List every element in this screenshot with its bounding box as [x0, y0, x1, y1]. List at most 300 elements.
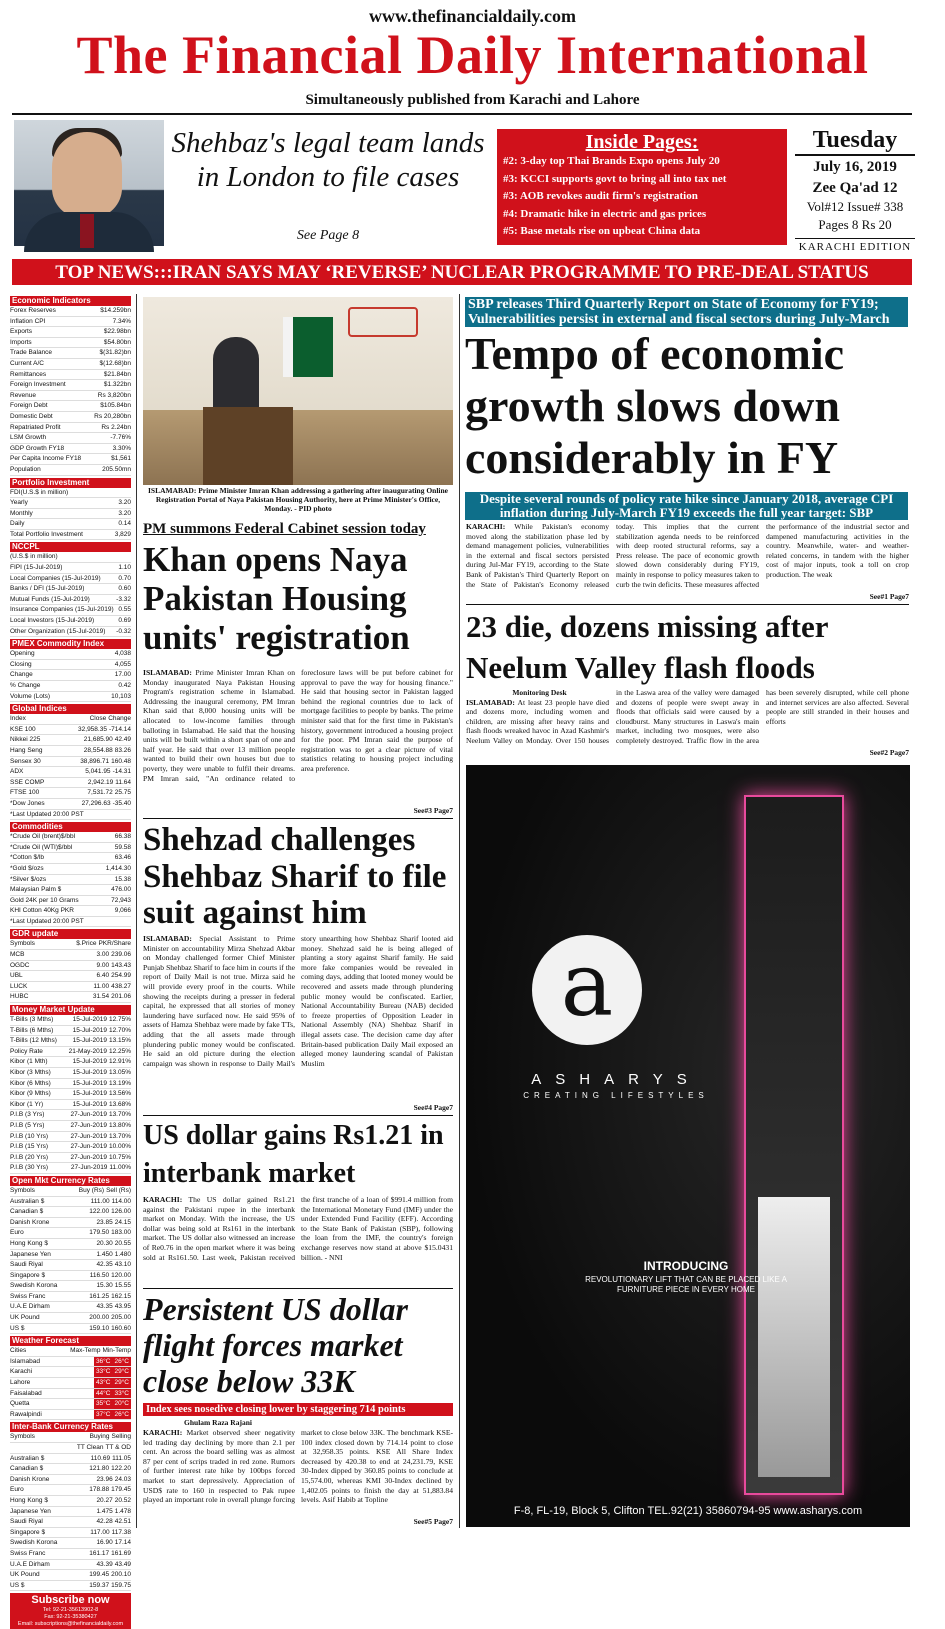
sidebar-section-title: NCCPL [10, 542, 131, 552]
sidebar-cell: *Gold $/ozs [10, 864, 44, 872]
sidebar-cell: 183.00 [111, 1229, 131, 1237]
sidebar-row [10, 982, 131, 993]
sidebar-cell: Daily [10, 520, 25, 528]
masthead-rule [12, 113, 912, 115]
sidebar-row [10, 317, 131, 328]
sidebar-cell: P.I.B (30 Yrs) [10, 1164, 49, 1172]
sidebar-cell: 15-Jul-2019 [72, 1016, 107, 1024]
sidebar-cell: Domestic Debt [10, 412, 53, 420]
sidebar-cell: *Dow Jones [10, 799, 45, 807]
sidebar-cell: UBL [10, 972, 23, 980]
pages-price: Pages 8 Rs 20 [818, 217, 892, 232]
sidebar-cell: Australian $ [10, 1197, 45, 1205]
sidebar-row [10, 1015, 131, 1026]
sidebar-cell: 162.15 [111, 1292, 131, 1300]
sidebar-cell: LSM Growth [10, 434, 47, 442]
sidebar-cell: Trade Balance [10, 349, 53, 357]
subscribe-box[interactable] [10, 1593, 131, 1629]
sidebar-cell: 254.99 [111, 972, 131, 980]
sidebar-cell: 15.38 [114, 875, 131, 883]
sidebar-section-commodities [10, 822, 131, 927]
sidebar-cell: 15-Jul-2019 [72, 1069, 107, 1076]
sidebar-cell: US $ [10, 1324, 25, 1332]
sidebar-row [10, 767, 131, 778]
pm-body: ISLAMABAD: Prime Minister Imran Khan on Monday inaugurated Naya Pakistan Housing Program's registration scheme in Islamabad. Addressing the inaugural ceremony, PM Imran Khan said that 8,000 housing units will be allocated to low-income families through balloting in Islamabad. He said that the housing units will be built within a short span of one and half year. He said that over 13 million people wanted to build their own houses but due to poverty, they were unable to fulfil their dreams. PM Imran said, "An ordinance related to foreclosure laws will be put before cabinet for approval to pave the way for housing finance." He said that housing sector in Pakistan lagged behind the regional countries due to lack of mortgage facilities to people by banks. The prime minister said that for the first time in Pakistan's history, government introduced a housing project for the poor. PM Imran said the purpose of registration was to get a clear picture of vital statistics relating to housing project including area preference. [143, 668, 453, 783]
sidebar-row [10, 1432, 131, 1443]
sidebar-row [10, 605, 131, 616]
sbp-see-page[interactable]: See#1 Page7 [869, 592, 909, 601]
sidebar-cell: 15.55 [114, 1282, 131, 1290]
inside-item[interactable]: #5: Base metals rise on upbeat China data [503, 225, 701, 237]
sidebar-cell: 4,038 [114, 650, 131, 658]
sidebar-cell: 121.80 [89, 1465, 110, 1473]
sidebar-cell: $1.322bn [103, 381, 131, 389]
sidebar-section-pmex [10, 639, 131, 702]
sidebar-row [10, 1549, 131, 1560]
ad-intro-text: REVOLUTIONARY LIFT THAT CAN BE PLACED LIKE A FURNITURE PIECE IN EVERY HOME [585, 1275, 787, 1294]
sidebar-row [10, 1260, 131, 1271]
pm-photo-caption: ISLAMABAD: Prime Minister Imran Khan addressing a gathering after inaugurating Online Registration Portal of Naya Pakistan Housing Authority, here at Prime Minister's Office, Monday. - PID photo [147, 486, 448, 513]
ad-tagline: CREATING LIFESTYLES [523, 1091, 709, 1100]
sidebar-cell [129, 810, 131, 820]
sidebar-row [10, 306, 131, 317]
lift-illustration [744, 795, 844, 1495]
subscribe-line2: Fax: 92-21-35380427 [44, 1614, 97, 1621]
sidebar-cell: Max-Temp [70, 1347, 101, 1355]
sidebar-section-weather [10, 1336, 131, 1420]
pm-headline[interactable]: Khan opens Naya Pakistan Housing units' registration [143, 540, 410, 657]
persistent-see-page[interactable]: See#5 Page7 [413, 1517, 453, 1526]
sidebar-row [10, 1100, 131, 1111]
sidebar-cell: 66.38 [114, 833, 131, 841]
sidebar-cell: 110.69 [90, 1454, 111, 1462]
sidebar-row [10, 1250, 131, 1261]
sidebar-row [10, 1036, 131, 1047]
sidebar-cell: -14.31 [112, 768, 131, 776]
sidebar-cell: TT Clean [76, 1444, 104, 1451]
sidebar-row [10, 498, 131, 509]
sidebar-cell: Faisalabad [10, 1389, 42, 1397]
sidebar-cell: Hang Seng [10, 746, 43, 754]
sidebar-cell: 15-Jul-2019 [72, 1058, 107, 1066]
lead-see-page[interactable]: See Page 8 [296, 228, 360, 243]
sidebar-cell: P.I.B (15 Yrs) [10, 1143, 49, 1151]
issue-date: July 16, 2019 [813, 159, 897, 175]
sidebar-cell: Japanese Yen [10, 1250, 51, 1258]
sidebar-cell: $54.80bn [103, 338, 131, 346]
sidebar-cell: 205.50mn [102, 465, 131, 473]
sidebar-cell: Foreign Debt [10, 402, 48, 410]
column-divider [136, 294, 137, 1528]
subscribe-title: Subscribe now [31, 1594, 110, 1607]
sidebar-cell: 35°C [95, 1400, 111, 1408]
sidebar-row [10, 401, 131, 412]
story-rule [466, 604, 909, 605]
sidebar-row [10, 338, 131, 349]
sidebar-cell: Swiss Franc [10, 1549, 46, 1557]
sidebar-cell: % Change [10, 682, 41, 689]
subscribe-line1: Tel: 92-21-35613902-8 [42, 1607, 99, 1614]
sidebar-cell: Singapore $ [10, 1528, 46, 1536]
sidebar-cell: 114.00 [111, 1197, 131, 1205]
top-news-ticker[interactable]: TOP NEWS:::IRAN SAYS MAY ‘REVERSE’ NUCLEAR PROGRAMME TO PRE-DEAL STATUS [12, 259, 912, 285]
sidebar-cell: 11.64 [115, 778, 131, 786]
sidebar-cell: Japanese Yen [10, 1507, 51, 1515]
sidebar-cell: *Last Updated 20:00 PST [10, 917, 84, 925]
sidebar-cell: 126.00 [111, 1208, 131, 1216]
sidebar-row [10, 1313, 131, 1324]
sidebar-row [10, 799, 131, 810]
sidebar-cell: 43°C [95, 1379, 111, 1387]
sidebar-cell: 10.75% [108, 1153, 131, 1161]
sidebar-cell: 23.96 [96, 1475, 113, 1483]
market-sidebar [10, 296, 131, 1628]
sidebar-cell: 11.00 [93, 982, 110, 990]
sidebar-cell: 25.75 [114, 789, 131, 797]
persistent-body: KARACHI: Market observed sheer negativity led trading day declining by more than 2.1 per cent. An across the board selling was as almost 87 per cent of scrips traded in red zone. Rumors of further interest rate hike by 100bps forced market to start depressively. Appreciation of USD$ rate to 160 in respected to Pak rupee played an important role in overall plunge forcing market to close below 33K. The benchmark KSE-100 index closed down by 714.14 point to close at 32,958.35 points. KSE All Share Index decreased by 420.38 to end at 24,231.79, KSE 30-Index dipped by 360.85 points to conclude at 15,574.00, whereas KMI 30-Index declined by 1,402.05 points to finish the day at 51,883.84 levels. Asif Habib at Topline [143, 1428, 453, 1505]
sidebar-cell: FTSE 100 [10, 789, 40, 797]
sidebar-cell: Saudi Riyal [10, 1518, 43, 1526]
inside-item[interactable]: #3: AOB revokes audit firm's registration [503, 190, 698, 202]
sidebar-row [10, 1281, 131, 1292]
sidebar-row [10, 1346, 131, 1357]
sidebar-cell: 17.00 [114, 671, 131, 679]
sidebar-cell: 42.51 [114, 1518, 131, 1526]
sidebar-cell: P.I.B (10 Yrs) [10, 1132, 49, 1140]
sidebar-cell: 0.70 [118, 574, 131, 582]
sidebar-cell: 21-May-2019 [68, 1047, 107, 1055]
shehzad-see-page[interactable]: See#4 Page7 [413, 1103, 453, 1112]
sidebar-cell: Rawalpindi [10, 1410, 42, 1418]
sidebar-row [10, 1089, 131, 1100]
story-rule [143, 1115, 453, 1116]
sidebar-cell: 43.10 [114, 1261, 131, 1269]
ad-address[interactable]: F-8, FL-19, Block 5, Clifton TEL.92(21) 35860794-95 www.asharys.com [513, 1505, 863, 1517]
sidebar-section-title: Economic Indicators [10, 296, 131, 306]
sidebar-cell: Saudi Riyal [10, 1261, 43, 1269]
volume-issue: Vol#12 Issue# 338 [806, 199, 904, 214]
sidebar-cell: Yearly [10, 499, 28, 507]
sidebar-row [10, 1464, 131, 1475]
sidebar-cell: Insurance Companies (15-Jul-2019) [10, 606, 114, 614]
sidebar-section-title: GDR update [10, 929, 131, 939]
sidebar-cell: *Crude Oil (WTI)$/bbl [10, 843, 73, 851]
sidebar-cell: 38,896.71 [80, 757, 110, 765]
sidebar-cell: Danish Krone [10, 1218, 50, 1226]
pm-kicker[interactable]: PM summons Federal Cabinet session today [143, 521, 426, 537]
sidebar-cell: Exports [10, 328, 33, 336]
sidebar-cell: Inflation CPI [10, 317, 46, 325]
ad-intro: INTRODUCING [643, 1259, 729, 1273]
story-rule [143, 1288, 453, 1289]
sidebar-cell: 122.00 [89, 1208, 110, 1216]
sidebar-cell: 43.95 [114, 1303, 131, 1311]
story-rule [143, 818, 453, 819]
sidebar-cell: Foreign Investment [10, 381, 66, 389]
sidebar-row [10, 843, 131, 854]
sidebar-cell: Local Investors (15-Jul-2019) [10, 617, 95, 625]
sidebar-row [10, 1443, 131, 1454]
sidebar-cell: 3.30% [112, 444, 131, 452]
sidebar-cell: Symbols [10, 1433, 35, 1441]
sidebar-row [10, 444, 131, 455]
sidebar-cell: 438.27 [111, 982, 131, 990]
sidebar-row [10, 509, 131, 520]
sidebar-cell: UK Pound [10, 1571, 40, 1579]
sidebar-cell: Islamabad [10, 1357, 40, 1365]
sidebar-section-money [10, 1005, 131, 1174]
sidebar-cell: Buy (Rs) [78, 1186, 105, 1194]
sidebar-row [10, 1507, 131, 1518]
sidebar-cell: Nikkei 225 [10, 736, 41, 744]
sbp-headline[interactable]: Tempo of economic growth slows down considerably in FY [465, 328, 845, 483]
sidebar-row [10, 433, 131, 444]
sidebar-row [10, 1228, 131, 1239]
sidebar-cell: 42.35 [96, 1261, 113, 1269]
sidebar-row [10, 1378, 131, 1389]
sidebar-cell: 179.45 [111, 1486, 131, 1494]
inside-item[interactable]: #2: 3-day top Thai Brands Expo opens July 20 [503, 155, 720, 167]
sidebar-row [10, 584, 131, 595]
sidebar-cell: $22.98bn [103, 328, 131, 336]
dateline-box [795, 126, 915, 253]
sidebar-cell: 3.20 [118, 499, 131, 507]
sidebar-section-interbank [10, 1422, 131, 1591]
sidebar-row [10, 735, 131, 746]
asharys-advertisement[interactable] [466, 765, 910, 1527]
sidebar-cell: $14.259bn [100, 307, 131, 314]
sidebar-row [10, 885, 131, 896]
sidebar-cell: 159.37 [89, 1581, 110, 1589]
sidebar-cell: 122.20 [111, 1465, 131, 1473]
sidebar-row [10, 1121, 131, 1132]
sidebar-cell: Quetta [10, 1400, 30, 1408]
sidebar-cell: 20.30 [96, 1239, 113, 1247]
sidebar-cell: $21.84bn [103, 370, 131, 378]
sidebar-cell: 83.26 [114, 746, 131, 754]
sidebar-row [10, 788, 131, 799]
sidebar-cell: Current A/C [10, 359, 44, 367]
sidebar-cell: 42.49 [114, 736, 131, 744]
sidebar-cell: 63.46 [114, 854, 131, 862]
sidebar-row [10, 423, 131, 434]
sidebar-row [10, 488, 131, 499]
sidebar-cell: 1.475 [96, 1507, 113, 1515]
sidebar-cell: 27,296.63 [81, 799, 111, 807]
sidebar-cell: US $ [10, 1581, 25, 1589]
sidebar-cell: 43.49 [114, 1560, 131, 1568]
sidebar-section-title: Open Mkt Currency Rates [10, 1176, 131, 1186]
sidebar-cell: Forex Reserves [10, 307, 56, 314]
sidebar-row [10, 552, 131, 563]
sidebar-cell: Kibor (1 Yr) [10, 1100, 44, 1108]
hijri-date: Zee Qa'ad 12 [812, 180, 898, 196]
sidebar-cell: 13.56% [108, 1090, 131, 1098]
sidebar-cell: 9.00 [96, 961, 110, 969]
sidebar-cell: Symbols [10, 1186, 35, 1194]
sidebar-row [10, 1399, 131, 1410]
sidebar-cell: $.Price [76, 940, 97, 948]
sidebar-cell: 7,531.72 [87, 789, 113, 797]
pm-see-page[interactable]: See#3 Page7 [413, 806, 453, 815]
sidebar-cell: Policy Rate [10, 1047, 43, 1055]
sidebar-cell: 1,414.30 [105, 864, 131, 872]
sidebar-cell: Population [10, 465, 41, 473]
sidebar-row [10, 853, 131, 864]
sidebar-row [10, 1292, 131, 1303]
sidebar-cell: 9,066 [114, 907, 131, 915]
sidebar-cell: 117.38 [111, 1528, 131, 1536]
neelum-see-page[interactable]: See#2 Page7 [869, 748, 909, 757]
sidebar-cell: 33°C [114, 1389, 129, 1397]
sidebar-section-portfolio [10, 478, 131, 541]
sidebar-cell: $(31.82)bn [99, 349, 131, 357]
sbp-kicker: SBP releases Third Quarterly Report on State of Economy for FY19; Vulnerabilities persist in external and fiscal sectors during July-March [465, 297, 908, 327]
sidebar-cell: T-Bills (3 Mths) [10, 1016, 54, 1024]
neelum-headline[interactable]: 23 die, dozens missing after Neelum Valley flash floods [466, 609, 828, 685]
sidebar-cell: Swedish Korona [10, 1539, 58, 1547]
sidebar-row [10, 939, 131, 950]
sidebar-cell: 1.480 [114, 1250, 131, 1258]
persistent-subhead: Index sees nosedive closing lower by staggering 714 points [143, 1403, 453, 1416]
sidebar-cell: Symbols [10, 940, 35, 948]
sidebar-cell: (U.S.$ in million) [10, 553, 58, 561]
sidebar-cell: 42.28 [96, 1518, 113, 1526]
sidebar-cell: 15-Jul-2019 [72, 1079, 107, 1087]
sidebar-cell: *Cotton $/lb [10, 854, 44, 862]
sidebar-cell: 12.75% [108, 1016, 131, 1024]
sidebar-section-global [10, 704, 131, 820]
sidebar-cell: 37°C [95, 1410, 111, 1418]
persistent-headline[interactable]: Persistent US dollar flight forces market close below 33K [143, 1291, 408, 1399]
sidebar-cell: UK Pound [10, 1314, 40, 1322]
sidebar-cell: 0.14 [118, 520, 131, 528]
sidebar-row [10, 950, 131, 961]
sidebar-cell: Karachi [10, 1368, 33, 1376]
sidebar-row [10, 906, 131, 917]
sbp-subhead: Despite several rounds of policy rate hike since January 2018, average CPI inflation during July-March FY19 exceeds the full year target: SBP [465, 492, 908, 520]
sidebar-cell: TT & OD [105, 1444, 131, 1451]
sidebar-row [10, 391, 131, 402]
sidebar-row [10, 778, 131, 789]
sidebar-cell: Kibor (1 Mth) [10, 1058, 48, 1066]
sidebar-row [10, 1026, 131, 1037]
sidebar-row [10, 1153, 131, 1164]
sidebar-cell: 13.70% [108, 1111, 131, 1119]
sidebar-cell: 200.10 [111, 1571, 131, 1579]
masthead-subtitle: Simultaneously published from Karachi and Lahore [305, 92, 640, 108]
sidebar-row [10, 1079, 131, 1090]
sidebar-cell: 23.85 [96, 1218, 113, 1226]
inside-item[interactable]: #4: Dramatic hike in electric and gas prices [503, 207, 707, 220]
sidebar-cell: 44°C [95, 1389, 111, 1397]
sidebar-row [10, 380, 131, 391]
sidebar-row [10, 1538, 131, 1549]
sidebar-cell: -0.32 [116, 627, 131, 635]
sidebar-cell: PKR/Share [98, 940, 131, 948]
sidebar-cell: -7.76% [110, 434, 131, 442]
sidebar-cell: Euro [10, 1486, 24, 1494]
sidebar-cell: 13.05% [108, 1069, 131, 1076]
sidebar-row [10, 810, 131, 821]
sidebar-cell [129, 488, 131, 498]
sidebar-row [10, 1581, 131, 1592]
sidebar-cell: MCB [10, 951, 25, 959]
sidebar-cell: KSE 100 [10, 725, 36, 733]
sidebar-cell: 117.00 [90, 1528, 110, 1536]
sidebar-cell: Sell (Rs) [106, 1186, 131, 1194]
sidebar-section-title: PMEX Commodity Index [10, 639, 131, 649]
sidebar-cell: 13.15% [108, 1037, 131, 1045]
sidebar-row [10, 1068, 131, 1079]
sidebar-cell: -3.32 [116, 595, 131, 603]
sidebar-cell: 15.30 [96, 1282, 113, 1290]
sidebar-cell: Gold 24K per 10 Grams [10, 896, 79, 904]
sidebar-cell: 28,554.88 [83, 746, 113, 754]
sidebar-row [10, 875, 131, 886]
sidebar-cell: 161.25 [89, 1292, 110, 1300]
sidebar-row [10, 454, 131, 465]
sidebar-row [10, 327, 131, 338]
sidebar-row [10, 1517, 131, 1528]
sidebar-cell: 12.25% [108, 1047, 131, 1055]
subscribe-line3: Email: subscriptions@thefinancialdaily.com [17, 1621, 124, 1628]
sidebar-cell [129, 917, 131, 927]
sidebar-cell: Remittances [10, 370, 47, 378]
lead-headline[interactable]: Shehbaz's legal team lands in London to file cases [171, 127, 485, 193]
usd-headline[interactable]: US dollar gains Rs1.21 in interbank market [143, 1120, 444, 1189]
sidebar-cell: 3,829 [114, 530, 131, 538]
sidebar-cell: Per Capita Income FY18 [10, 455, 82, 463]
sidebar-row [10, 1357, 131, 1368]
sidebar-cell: 0.69 [118, 617, 131, 625]
sidebar-cell: Revenue [10, 391, 37, 399]
sidebar-row [10, 412, 131, 423]
sidebar-cell: -35.40 [112, 799, 131, 807]
sidebar-cell: 12.70% [108, 1026, 131, 1034]
sidebar-cell: 4,055 [114, 660, 131, 668]
website-url[interactable]: www.thefinancialdaily.com [368, 6, 576, 26]
sidebar-row [10, 896, 131, 907]
sidebar-row [10, 1528, 131, 1539]
sidebar-cell: FDI(U.S.$ in million) [10, 488, 69, 496]
sidebar-cell: 27-Jun-2019 [70, 1111, 107, 1119]
sidebar-row [10, 746, 131, 757]
sidebar-row [10, 1570, 131, 1581]
masthead-title: The Financial Daily International [76, 25, 869, 85]
sidebar-cell: 20.52 [114, 1496, 131, 1504]
sidebar-cell: 5,041.95 [85, 768, 111, 776]
sidebar-cell: U.A.E Dirham [10, 1560, 50, 1568]
sidebar-cell: Swiss Franc [10, 1292, 46, 1300]
sidebar-cell: Rs 20,280bn [94, 412, 131, 420]
sidebar-cell: LUCK [10, 982, 28, 990]
inside-item[interactable]: #3: KCCI supports govt to bring all into tax net [503, 172, 727, 185]
sidebar-cell: P.I.B (20 Yrs) [10, 1153, 49, 1161]
sidebar-cell: 32,958.35 [78, 725, 107, 733]
sidebar-row [10, 1132, 131, 1143]
sidebar-cell: HUBC [10, 993, 29, 1001]
sidebar-cell: 27-Jun-2019 [70, 1121, 107, 1129]
sidebar-cell: 239.06 [111, 951, 131, 959]
sidebar-section-title: Global Indices [10, 704, 131, 714]
shehzad-headline[interactable]: Shehzad challenges Shehbaz Sharif to file suit against him [143, 822, 447, 931]
sidebar-cell: 161.69 [111, 1549, 131, 1557]
sidebar-cell: Change [108, 715, 131, 723]
sidebar-cell: Canadian $ [10, 1465, 44, 1473]
sidebar-cell: 13.68% [108, 1100, 131, 1108]
sidebar-row [10, 465, 131, 476]
